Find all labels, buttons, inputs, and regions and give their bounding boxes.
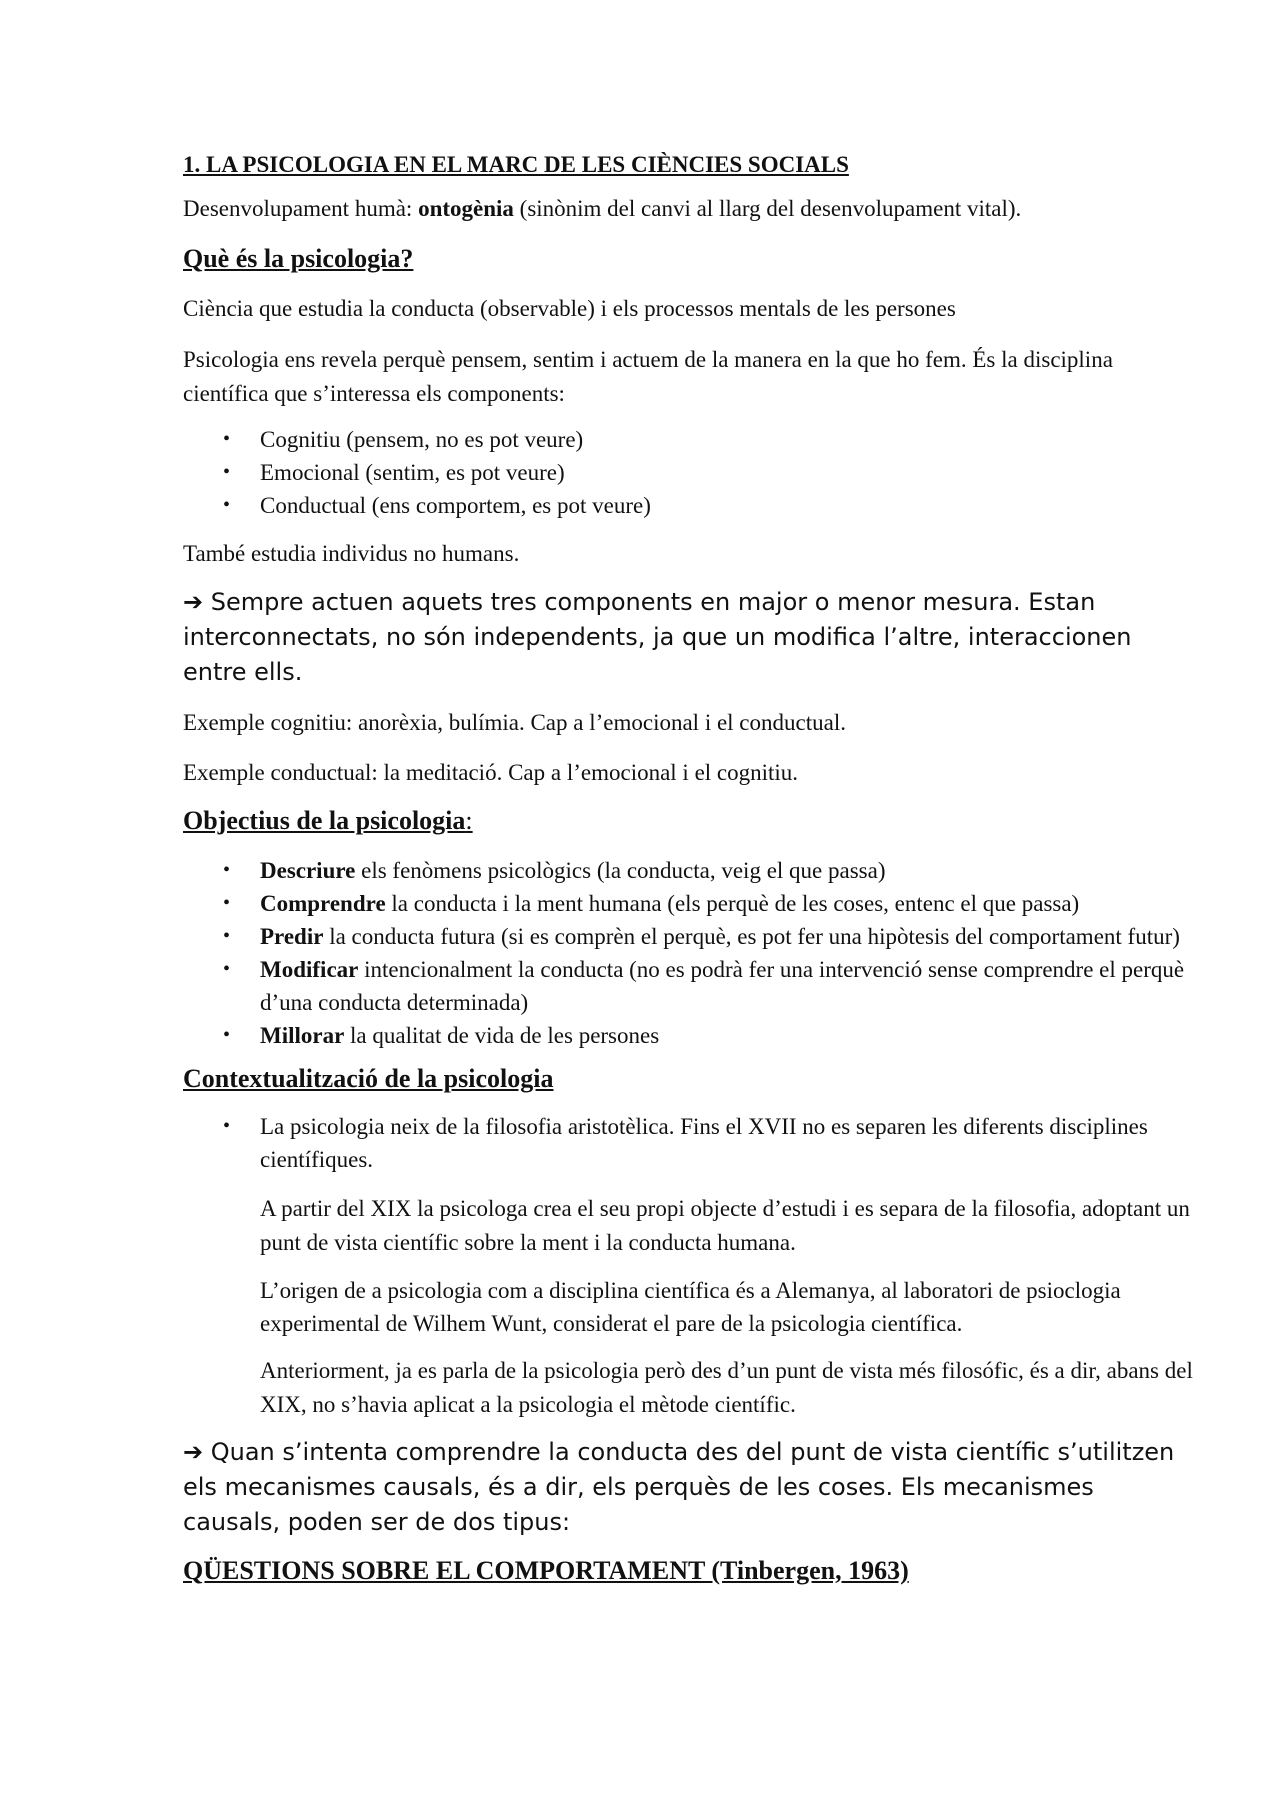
bullet-icon: • — [223, 925, 231, 947]
list-item: • Conductual (ens comportem, es pot veure) — [183, 489, 1193, 522]
document-title: 1. LA PSICOLOGIA EN EL MARC DE LES CIÈNCIES SOCIALS — [183, 152, 849, 177]
components-list — [183, 423, 1193, 522]
intro-suffix: (sinònim del canvi al llarg del desenvolupament vital). — [513, 196, 1022, 221]
list-item: • Descriure els fenòmens psicològics (la conducta, veig el que passa) — [183, 854, 1193, 887]
intro-prefix: Desenvolupament humà: — [183, 196, 419, 221]
heading-contextualitzacio: Contextualització de la psicologia — [183, 1064, 554, 1093]
list-item: • La psicologia neix de la filosofia aristotèlica. Fins el XVII no es separen les diferents disciplines científiques. — [183, 1110, 1193, 1176]
list-item: • Cognitiu (pensem, no es pot veure) — [183, 423, 1193, 456]
list-item: • Predir la conducta futura (si es comprèn el perquè, es pot fer una hipòtesis del comportament futur) — [183, 920, 1193, 953]
bullet-icon: • — [223, 958, 231, 980]
context-paragraph-3: Anteriorment, ja es parla de la psicologia però des d’un punt de vista més filosófic, és a dir, abans del XIX, no s’havia aplicat a la psicologia el mètode científic. — [260, 1358, 1193, 1417]
bullet-icon: • — [223, 494, 231, 516]
components-paragraph: Psicologia ens revela perquè pensem, sentim i actuem de la manera en la que ho fem. És la disciplina científica que s’interessa els components: — [183, 347, 1113, 406]
context-paragraph-2: L’origen de a psicologia com a disciplina científica és a Alemanya, al laboratori de psioclogia experimental de Wilhem Wunt, considerat el pare de la psicologia científica. — [260, 1278, 1121, 1336]
list-item: • Modificar intencionalment la conducta (no es podrà fer una intervenció sense comprendre el perquè d’una conducta determinada) — [183, 953, 1193, 1019]
context-list — [183, 1110, 1193, 1176]
intro-paragraph — [183, 192, 1193, 226]
example-behavioral: Exemple conductual: la meditació. Cap a l’emocional i el cognitiu. — [183, 760, 799, 785]
list-item: • Millorar la qualitat de vida de les persones — [183, 1019, 1193, 1052]
definition-paragraph: Ciència que estudia la conducta (observable) i els processos mentals de les persones — [183, 296, 956, 321]
heading-que-es-psicologia: Què és la psicologia? — [183, 244, 414, 273]
heading-questions: QÜESTIONS SOBRE EL COMPORTAMENT (Tinbergen, 1963) — [183, 1556, 909, 1585]
intro-bold-term: ontogènia — [418, 196, 514, 221]
bullet-icon: • — [223, 892, 231, 914]
bullet-icon: • — [223, 1024, 231, 1046]
list-item: • Emocional (sentim, es pot veure) — [183, 456, 1193, 489]
list-item: • Comprendre la conducta i la ment humana (els perquè de les coses, entenc el que passa) — [183, 887, 1193, 920]
bullet-icon: • — [223, 461, 231, 483]
context-paragraph-1: A partir del XIX la psicologa crea el seu propi objecte d’estudi i es separa de la filosofia, adoptant un punt de vista científic sobre la ment i la conducta humana. — [260, 1196, 1190, 1255]
objectives-list — [183, 854, 1193, 1052]
example-cognitive: Exemple cognitiu: anorèxia, bulímia. Cap a l’emocional i el conductual. — [183, 710, 846, 735]
arrow-note-causal: ➔ Quan s’intenta comprendre la conducta des del punt de vista científic s’utilitzen els mecanismes causals, és a dir, els perquès de les coses. Els mecanismes causals, poden ser de dos tipus: — [183, 1438, 1175, 1536]
bullet-icon: • — [223, 859, 231, 881]
bullet-icon: • — [223, 428, 231, 450]
bullet-icon: • — [223, 1115, 231, 1137]
non-humans-paragraph: També estudia individus no humans. — [183, 541, 520, 566]
document-page — [183, 150, 1193, 1588]
arrow-note-components: ➔ Sempre actuen aquets tres components en major o menor mesura. Estan interconnectats, no són independents, ja que un modifica l’altre, interaccionen entre ells. — [183, 588, 1132, 686]
heading-objectius: Objectius de la psicologia: — [183, 806, 473, 835]
